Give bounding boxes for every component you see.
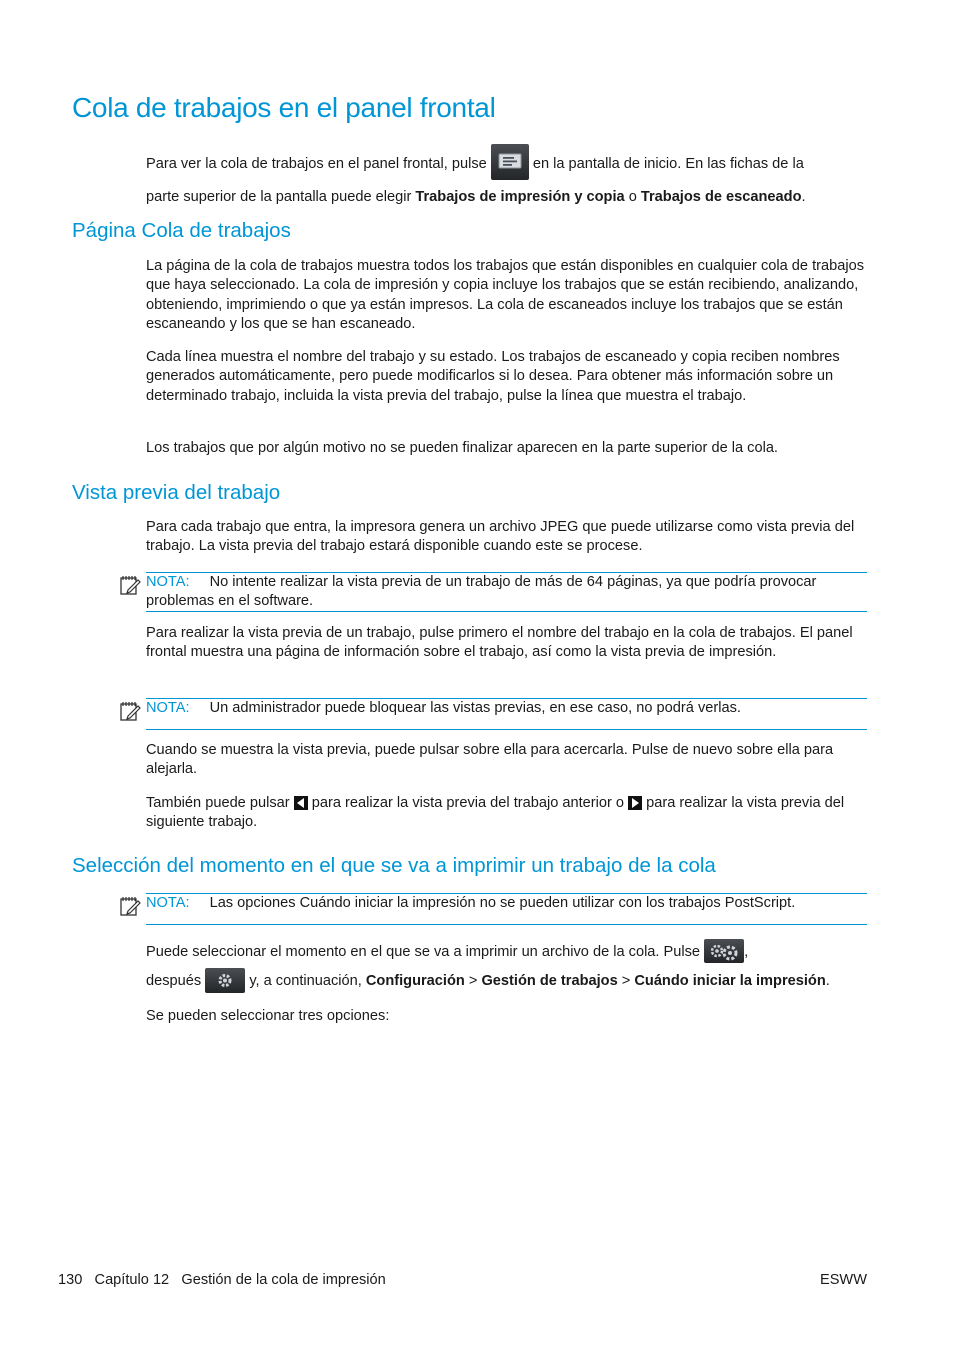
note-box-3: NOTA: Las opciones Cuándo iniciar la impresión no se pueden utilizar con los trabajos PostScript. xyxy=(146,893,867,925)
note-icon xyxy=(119,574,143,596)
footer-right: ESWW xyxy=(819,1272,867,1288)
previous-arrow-icon xyxy=(294,796,308,810)
page-number: 130 xyxy=(58,1272,83,1288)
section3-paragraph-1: Puede seleccionar el momento en el que se va a imprimir un archivo de la cola. Pulse , después y, a continuación, Configuración > Gestión de trabajos > Cuándo iniciar la impresión. xyxy=(146,938,868,996)
section2-paragraph-4: También puede pulsar para realizar la vista previa del trabajo anterior o para realizar la vista previa del siguiente trabajo. xyxy=(146,795,845,831)
gear-icon xyxy=(205,968,245,993)
footer-left xyxy=(58,1271,386,1290)
section1-paragraph-3: Los trabajos que por algún motivo no se pueden finalizar aparecen en la parte superior de la cola. xyxy=(146,440,778,456)
note-box-2: NOTA: Un administrador puede bloquear las vistas previas, en ese caso, no podrá verlas. xyxy=(146,698,867,730)
page-title: Cola de trabajos en el panel frontal xyxy=(72,92,496,123)
section2-paragraph-2: Para realizar la vista previa de un trabajo, pulse primero el nombre del trabajo en la cola de trabajos. El panel frontal muestra una página de información sobre el trabajo, así como la vista previa de impresión. xyxy=(146,625,853,661)
settings-button-icon xyxy=(704,939,744,963)
note-icon xyxy=(119,700,143,722)
next-arrow-icon xyxy=(628,796,642,810)
section2-paragraph-3: Cuando se muestra la vista previa, puede pulsar sobre ella para acercarla. Pulse de nuevo sobre ella para alejarla. xyxy=(146,742,834,778)
section1-paragraph-1: La página de la cola de trabajos muestra todos los trabajos que están disponibles en cualquier cola de trabajos que haya seleccionado. La cola de impresión y copia incluye los trabajos que se están recibiendo, analizando, obteniendo, imprimiendo o que ya están impresos. La cola de escaneados incluye los trabajos que se están escaneando y los que se han escaneado. xyxy=(146,258,864,333)
section1-paragraph-2: Cada línea muestra el nombre del trabajo y su estado. Los trabajos de escaneado y copia reciben nombres generados automáticamente, pero puede modificarlos si lo desea. Para obtener más información sobre un determinado trabajo, incluida la vista previa del trabajo, pulse la línea que muestra el trabajo. xyxy=(146,349,840,404)
section-heading-vista-previa: Vista previa del trabajo xyxy=(72,481,281,504)
job-queue-button-icon xyxy=(491,144,529,180)
note-icon xyxy=(119,895,143,917)
chapter-label: Capítulo 12 xyxy=(94,1272,170,1288)
note-box-1: NOTA: No intente realizar la vista previa de un trabajo de más de 64 páginas, ya que podría provocar problemas en el software. xyxy=(146,572,867,612)
section-heading-seleccion-momento: Selección del momento en el que se va a imprimir un trabajo de la cola xyxy=(72,854,716,877)
section-heading-cola: Página Cola de trabajos xyxy=(72,219,291,242)
section3-paragraph-2: Se pueden seleccionar tres opciones: xyxy=(146,1008,390,1024)
chapter-title: Gestión de la cola de impresión xyxy=(181,1272,386,1288)
intro-paragraph: Para ver la cola de trabajos en el panel frontal, pulse en la pantalla de inicio. En las fichas de la parte superior de la pantalla puede elegir Trabajos de impresión y copia o Trabajos de escaneado. xyxy=(146,146,868,212)
section2-paragraph-1: Para cada trabajo que entra, la impresora genera un archivo JPEG que puede utilizarse como vista previa del trabajo. La vista previa del trabajo estará disponible cuando este se procese. xyxy=(146,519,855,555)
